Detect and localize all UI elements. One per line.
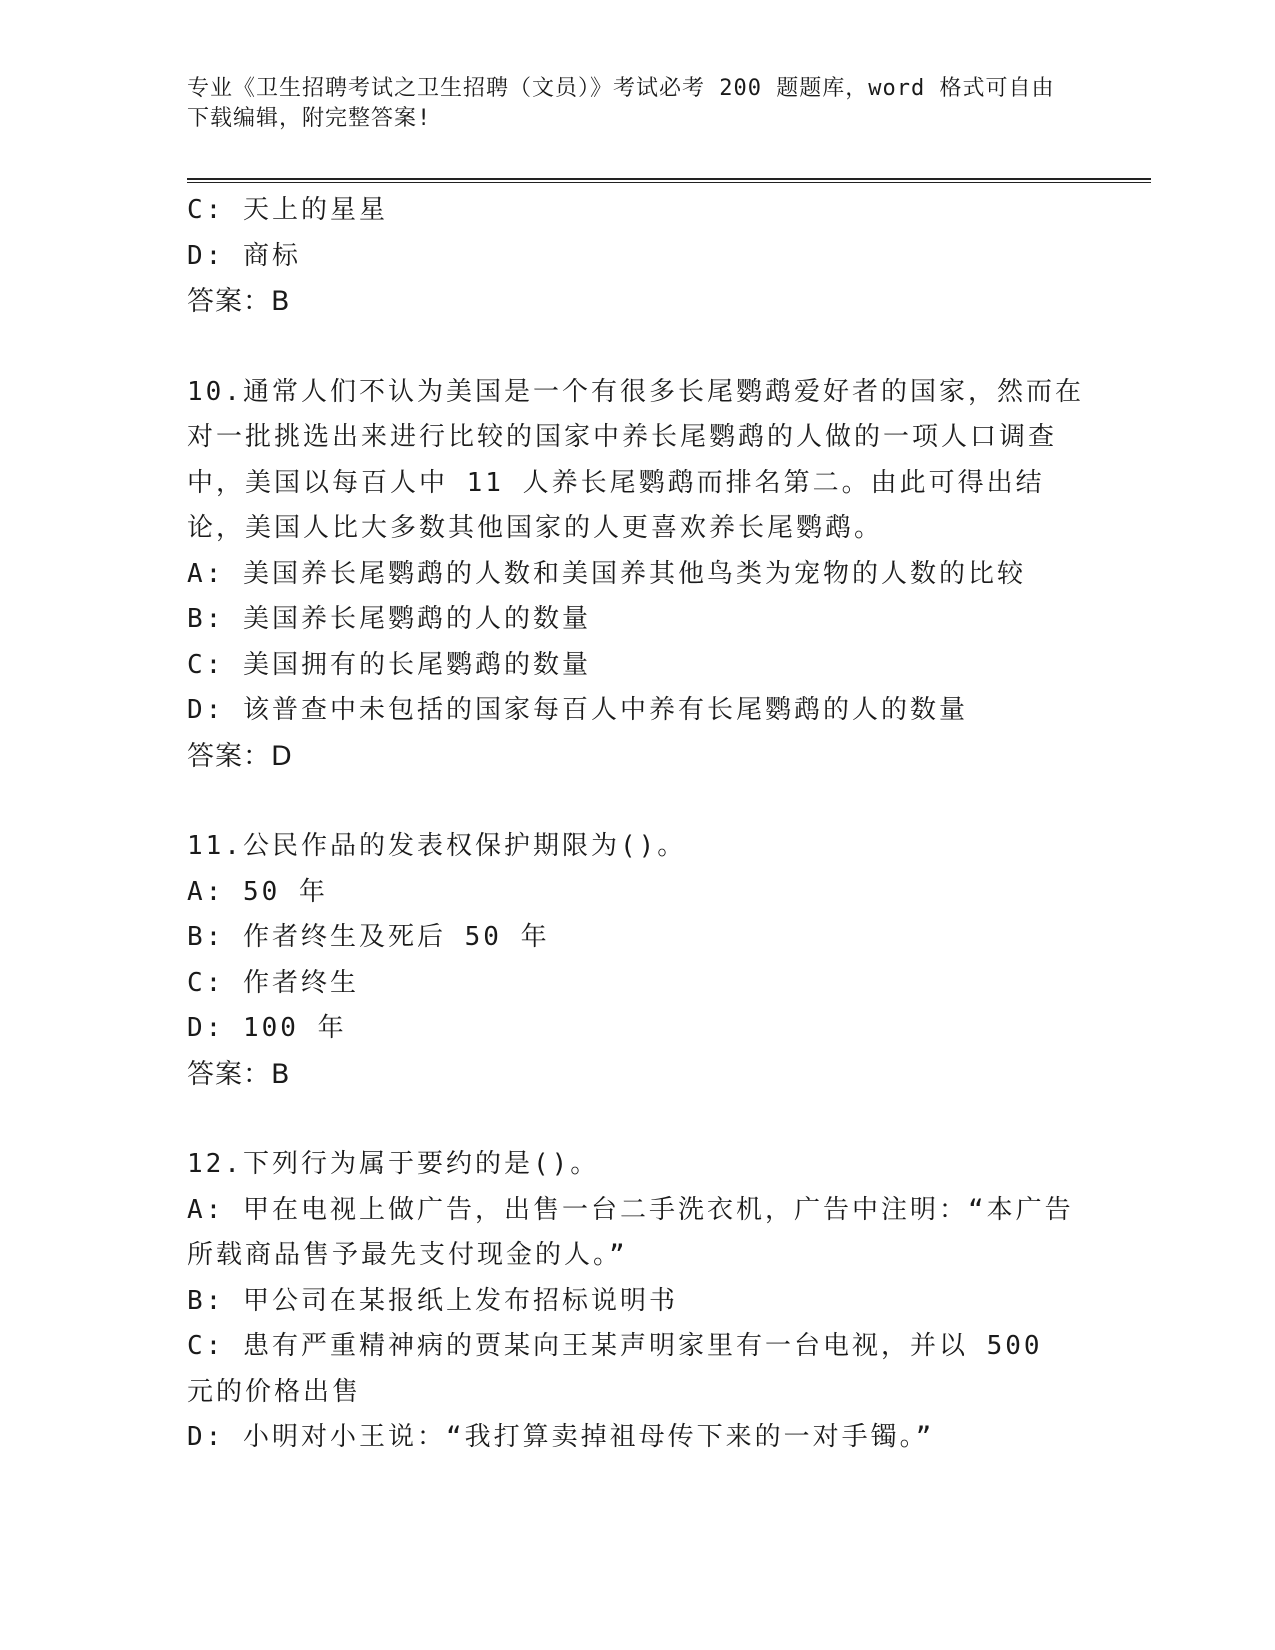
question-stem: 11.公民作品的发表权保护期限为()。 [187, 831, 687, 861]
option-b: B: 甲公司在某报纸上发布招标说明书 [187, 1285, 678, 1316]
option-d: D: 商标 [187, 240, 301, 271]
option-c: C: 美国拥有的长尾鹦鹉的数量 [187, 649, 591, 680]
option-c: C: 天上的星星 [187, 195, 388, 225]
question-stem: 10.通常人们不认为美国是一个有很多长尾鹦鹉爱好者的国家，然而在对一批挑选出来进行比较的国家中养长尾鹦鹉的人做的一项人口调查中，美国以每百人中 11 人养长尾鹦鹉而排名第二。由此可得出结论，美国人比大多数其他国家的人更喜欢养长尾鹦鹉。 [187, 376, 1084, 543]
spacer [187, 779, 1087, 824]
answer-line: 答案：D [187, 740, 293, 772]
option-a: A: 50 年 [187, 876, 328, 907]
question-9-continued [187, 188, 1087, 325]
option-b: B: 作者终生及死后 50 年 [187, 922, 550, 952]
answer-line: 答案：B [187, 1058, 291, 1090]
option-c: C: 患有严重精神病的贾某向王某声明家里有一台电视，并以 500 元的价格出售 [187, 1331, 1043, 1407]
answer-line: 答案：B [187, 286, 291, 317]
question-11 [187, 824, 1087, 1097]
page-header: 专业《卫生招聘考试之卫生招聘（文员）》考试必考 200 题题库，word 格式可自由下载编辑，附完整答案! [187, 76, 1055, 131]
question-12 [187, 1142, 1087, 1461]
spacer [187, 1097, 1087, 1142]
header-divider [187, 178, 1151, 183]
question-10 [187, 370, 1087, 780]
question-stem: 12.下列行为属于要约的是()。 [187, 1149, 600, 1179]
spacer [187, 325, 1087, 370]
option-d: D: 该普查中未包括的国家每百人中养有长尾鹦鹉的人的数量 [187, 695, 968, 725]
option-b: B: 美国养长尾鹦鹉的人的数量 [187, 604, 591, 634]
option-d: D: 100 年 [187, 1013, 347, 1043]
option-d: D: 小明对小王说：“我打算卖掉祖母传下来的一对手镯。” [187, 1422, 935, 1452]
option-c: C: 作者终生 [187, 967, 359, 998]
option-a: A: 美国养长尾鹦鹉的人数和美国养其他鸟类为宠物的人数的比较 [187, 558, 1026, 589]
document-body [187, 188, 1087, 1461]
option-a: A: 甲在电视上做广告，出售一台二手洗衣机，广告中注明：“本广告所载商品售予最先支付现金的人。” [187, 1194, 1074, 1270]
